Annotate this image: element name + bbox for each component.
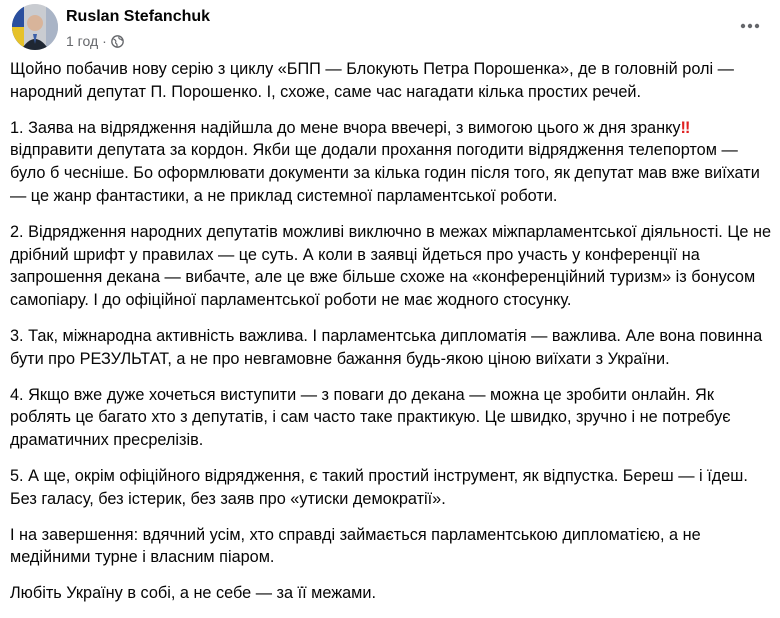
paragraph-3: 3. Так, міжнародна активність важлива. І парламентська дипломатія — важлива. Але вона повинна бути про РЕЗУЛЬТАТ, а не про невгамовне бажання будь-якою ціною виїхати з України.: [10, 326, 763, 368]
more-options-button[interactable]: [732, 8, 768, 44]
paragraph-6: І на завершення: вдячний усім, хто справді займається парламентською дипломатією, а не медійними турне і власним піаром.: [10, 525, 701, 567]
paragraph-1: [10, 117, 772, 208]
paragraph-intro: Щойно побачив нову серію з циклу «БПП — Блокують Петра Порошенка», де в головній ролі — народний депутат П. Порошенко. І, схоже, саме час нагадати кілька простих речей.: [10, 60, 734, 101]
post-meta: [66, 33, 124, 49]
paragraph-5: 5. А ще, окрім офіційного відрядження, є такий простий інструмент, як відпустка. Береш — і їдеш. Без галасу, без істерик, без заяв про «утиски демократії».: [10, 466, 748, 508]
double-exclamation-emoji-icon: ‼: [680, 118, 688, 137]
post-header: [12, 4, 768, 52]
paragraph-7: Любіть Україну в собі, а не себе — за її межами.: [10, 584, 376, 603]
meta-separator: ·: [102, 33, 107, 49]
author-name[interactable]: Ruslan Stefanchuk: [66, 8, 211, 25]
paragraph-1-start: 1. Заява на відрядження надійшла до мене вчора ввечері, з вимогою цього ж дня зранку: [10, 118, 681, 137]
globe-icon[interactable]: [111, 35, 124, 48]
avatar[interactable]: [12, 4, 58, 50]
paragraph-1-rest: відправити депутата за кордон. Якби ще додали прохання погодити відрядження телепортом — було б чесніше. Бо оформлювати документи за кілька годин після того, як депутат мав вже виїхати — це жанр фантастики, а не приклад системної парламентської роботи.: [10, 141, 760, 205]
post-text: [10, 58, 772, 618]
post-timestamp[interactable]: 1 год: [66, 33, 99, 49]
avatar-image: [12, 4, 58, 50]
paragraph-4: 4. Якщо вже дуже хочеться виступити — з поваги до декана — можна це зробити онлайн. Як роблять це багато хто з депутатів, і сам часто таке практикую. Це швидко, зручно і не потребує драматичних пресрелізів.: [10, 385, 731, 450]
paragraph-2: 2. Відрядження народних депутатів можливі виключно в межах міжпарламентської діяльності. Це не дрібний шрифт у правилах — це суть. А коли в заявці йдеться про участь у конференції на запрошення декана — вибачте, але це вже більше схоже на «конференційний туризм» із бонусом самопіару. І до офіційної парламентської роботи не має жодного стосунку.: [10, 222, 772, 310]
more-horizontal-icon: [740, 23, 760, 29]
